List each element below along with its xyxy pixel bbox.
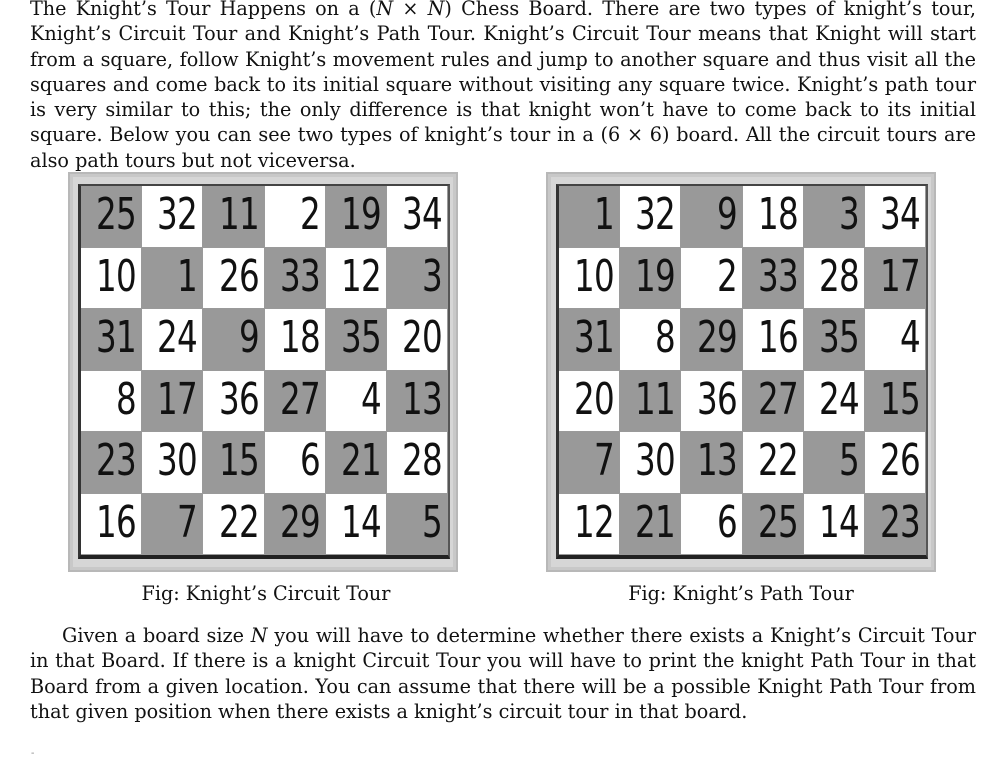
path-cell-number: 9 — [716, 189, 737, 241]
path-board-cell — [804, 248, 865, 310]
circuit-cell-number: 29 — [279, 496, 320, 548]
circuit-cell-number: 19 — [340, 189, 381, 241]
path-board-cell — [620, 186, 681, 248]
circuit-cell-number: 8 — [116, 373, 137, 425]
circuit-board-cell — [142, 248, 203, 310]
path-cell-number: 4 — [900, 312, 920, 364]
path-board-cell — [620, 494, 681, 556]
circuit-board-cell — [326, 432, 387, 494]
path-board-cell — [681, 371, 742, 433]
circuit-cell-number: 5 — [422, 496, 442, 548]
circuit-board-cell — [387, 432, 448, 494]
circuit-board-cell — [326, 309, 387, 371]
path-board-cell — [804, 432, 865, 494]
path-cell-number: 8 — [655, 312, 676, 364]
circuit-board-cell — [265, 248, 326, 310]
path-board-cell — [620, 309, 681, 371]
circuit-cell-number: 27 — [279, 373, 320, 425]
path-board-cell — [865, 248, 926, 310]
path-cell-number: 28 — [818, 250, 859, 302]
circuit-board-cell — [326, 186, 387, 248]
path-board-cell — [804, 371, 865, 433]
path-board-cell — [559, 248, 620, 310]
path-cell-number: 1 — [594, 189, 615, 241]
path-cell-number: 36 — [696, 373, 737, 425]
circuit-board-cell — [387, 186, 448, 248]
path-board-cell — [559, 494, 620, 556]
circuit-tour-figure — [68, 172, 458, 572]
circuit-cell-number: 1 — [177, 250, 198, 302]
circuit-cell-number: 26 — [218, 250, 259, 302]
path-board-cell — [681, 494, 742, 556]
path-cell-number: 19 — [635, 250, 676, 302]
path-board-cell — [743, 432, 804, 494]
path-board-cell — [620, 432, 681, 494]
path-board-cell — [681, 248, 742, 310]
path-board-cell — [559, 186, 620, 248]
circuit-cell-number: 24 — [157, 312, 198, 364]
intro-paragraph — [30, 0, 976, 173]
path-board-cell — [743, 494, 804, 556]
circuit-cell-number: 33 — [279, 250, 320, 302]
circuit-cell-number: 31 — [96, 312, 137, 364]
circuit-cell-number: 16 — [96, 496, 137, 548]
path-board-cell — [559, 371, 620, 433]
circuit-board-cell — [203, 371, 264, 433]
path-board-cell — [865, 309, 926, 371]
path-cell-number: 30 — [635, 435, 676, 487]
circuit-cell-number: 20 — [402, 312, 442, 364]
circuit-board-cell — [387, 371, 448, 433]
path-board-cell — [681, 309, 742, 371]
path-cell-number: 22 — [757, 435, 798, 487]
circuit-board-cell — [81, 186, 142, 248]
circuit-board-cell — [265, 309, 326, 371]
path-tour-board — [556, 184, 928, 559]
path-board-cell — [681, 432, 742, 494]
task-math-n: N — [250, 624, 268, 647]
path-board-cell — [620, 248, 681, 310]
task-text-1: Given a board size — [62, 624, 251, 647]
path-cell-number: 35 — [818, 312, 859, 364]
path-cell-number: 31 — [574, 312, 615, 364]
circuit-board-cell — [203, 309, 264, 371]
circuit-cell-number: 15 — [218, 435, 259, 487]
circuit-cell-number: 12 — [340, 250, 381, 302]
path-board-cell — [743, 186, 804, 248]
path-cell-number: 18 — [757, 189, 798, 241]
circuit-cell-number: 9 — [238, 312, 259, 364]
path-cell-number: 16 — [757, 312, 798, 364]
circuit-board-cell — [203, 248, 264, 310]
task-text-2: you will have to determine whether there exists a Knight’s Circuit Tour in that Board. If there is a knight Circuit Tour you will have to print the knight Path Tour in that Board from a given location. You can assume that there will be a possible Knight Path Tour from that given position when there exists a knight’s circuit tour in that board. — [30, 624, 976, 723]
task-paragraph — [30, 623, 976, 724]
circuit-cell-number: 32 — [157, 189, 198, 241]
path-cell-number: 3 — [838, 189, 859, 241]
circuit-board-cell — [81, 309, 142, 371]
circuit-board-cell — [387, 309, 448, 371]
circuit-board-cell — [203, 432, 264, 494]
circuit-board-cell — [265, 186, 326, 248]
circuit-cell-number: 25 — [96, 189, 137, 241]
circuit-board-cell — [387, 248, 448, 310]
path-cell-number: 15 — [880, 373, 920, 425]
path-board-cell — [559, 432, 620, 494]
circuit-board-cell — [326, 494, 387, 556]
circuit-board-cell — [142, 494, 203, 556]
path-cell-number: 12 — [574, 496, 615, 548]
path-board-cell — [865, 432, 926, 494]
circuit-board-cell — [81, 432, 142, 494]
circuit-cell-number: 17 — [157, 373, 198, 425]
circuit-cell-number: 35 — [340, 312, 381, 364]
circuit-tour-board — [78, 184, 450, 559]
path-board-cell — [804, 186, 865, 248]
circuit-board-cell — [203, 186, 264, 248]
path-cell-number: 6 — [716, 496, 737, 548]
circuit-cell-number: 13 — [402, 373, 442, 425]
circuit-cell-number: 2 — [299, 189, 320, 241]
path-cell-number: 20 — [574, 373, 615, 425]
circuit-cell-number: 30 — [157, 435, 198, 487]
path-cell-number: 29 — [696, 312, 737, 364]
circuit-cell-number: 28 — [402, 435, 442, 487]
path-cell-number: 26 — [880, 435, 920, 487]
path-board-cell — [559, 309, 620, 371]
path-board-cell — [804, 494, 865, 556]
circuit-cell-number: 10 — [96, 250, 137, 302]
circuit-cell-number: 18 — [279, 312, 320, 364]
path-cell-number: 10 — [574, 250, 615, 302]
path-cell-number: 34 — [880, 189, 920, 241]
path-board-cell — [743, 309, 804, 371]
circuit-board-cell — [265, 432, 326, 494]
path-board-cell — [743, 248, 804, 310]
circuit-board-cell — [142, 186, 203, 248]
circuit-tour-caption: Fig: Knight’s Circuit Tour — [141, 582, 391, 605]
circuit-cell-number: 23 — [96, 435, 137, 487]
circuit-board-cell — [142, 432, 203, 494]
path-cell-number: 14 — [818, 496, 859, 548]
path-board-cell — [681, 186, 742, 248]
circuit-board-cell — [326, 371, 387, 433]
path-cell-number: 23 — [880, 496, 920, 548]
path-cell-number: 11 — [635, 373, 676, 425]
circuit-cell-number: 22 — [218, 496, 259, 548]
path-cell-number: 2 — [716, 250, 737, 302]
path-tour-caption: Fig: Knight’s Path Tour — [628, 582, 854, 605]
circuit-board-cell — [142, 371, 203, 433]
intro-math-nxn: N × N — [376, 0, 445, 20]
path-board-cell — [620, 371, 681, 433]
path-board-cell — [865, 371, 926, 433]
intro-text-2: ) Chess Board. There are two types of knight’s tour, Knight’s Circuit Tour and Knight’s Path Tour. Knight’s Circuit Tour means that Knight will start from a square, follow Knight’s movement rules and jump to another square and thus visit all the squares and come back to its initial square without visiting any square twice. Knight’s path tour is very similar to this; the only difference is that knight won’t have to come back to its initial square. Below you can see two types of knight’s tour in a (6 × 6) board. All the circuit tours are also path tours but not viceversa. — [30, 0, 976, 172]
circuit-cell-number: 14 — [340, 496, 381, 548]
path-board-cell — [804, 309, 865, 371]
circuit-cell-number: 34 — [402, 189, 442, 241]
path-cell-number: 17 — [880, 250, 920, 302]
path-cell-number: 21 — [635, 496, 676, 548]
circuit-cell-number: 11 — [218, 189, 259, 241]
circuit-board-cell — [326, 248, 387, 310]
circuit-board-cell — [81, 371, 142, 433]
path-cell-number: 25 — [757, 496, 798, 548]
circuit-cell-number: 6 — [299, 435, 320, 487]
path-cell-number: 7 — [594, 435, 615, 487]
circuit-cell-number: 36 — [218, 373, 259, 425]
circuit-board-cell — [81, 248, 142, 310]
path-cell-number: 24 — [818, 373, 859, 425]
circuit-board-cell — [265, 494, 326, 556]
circuit-board-cell — [265, 371, 326, 433]
page-mark: - — [31, 748, 35, 759]
intro-text-1: The Knight’s Tour Happens on a ( — [30, 0, 377, 20]
circuit-cell-number: 7 — [177, 496, 198, 548]
path-tour-figure — [546, 172, 936, 572]
path-board-cell — [743, 371, 804, 433]
circuit-cell-number: 3 — [422, 250, 442, 302]
circuit-board-cell — [142, 309, 203, 371]
path-cell-number: 33 — [757, 250, 798, 302]
circuit-board-cell — [203, 494, 264, 556]
path-cell-number: 5 — [838, 435, 859, 487]
path-cell-number: 27 — [757, 373, 798, 425]
circuit-board-cell — [81, 494, 142, 556]
circuit-cell-number: 4 — [360, 373, 381, 425]
circuit-cell-number: 21 — [340, 435, 381, 487]
path-board-cell — [865, 494, 926, 556]
path-board-cell — [865, 186, 926, 248]
circuit-board-cell — [387, 494, 448, 556]
path-cell-number: 32 — [635, 189, 676, 241]
path-cell-number: 13 — [696, 435, 737, 487]
